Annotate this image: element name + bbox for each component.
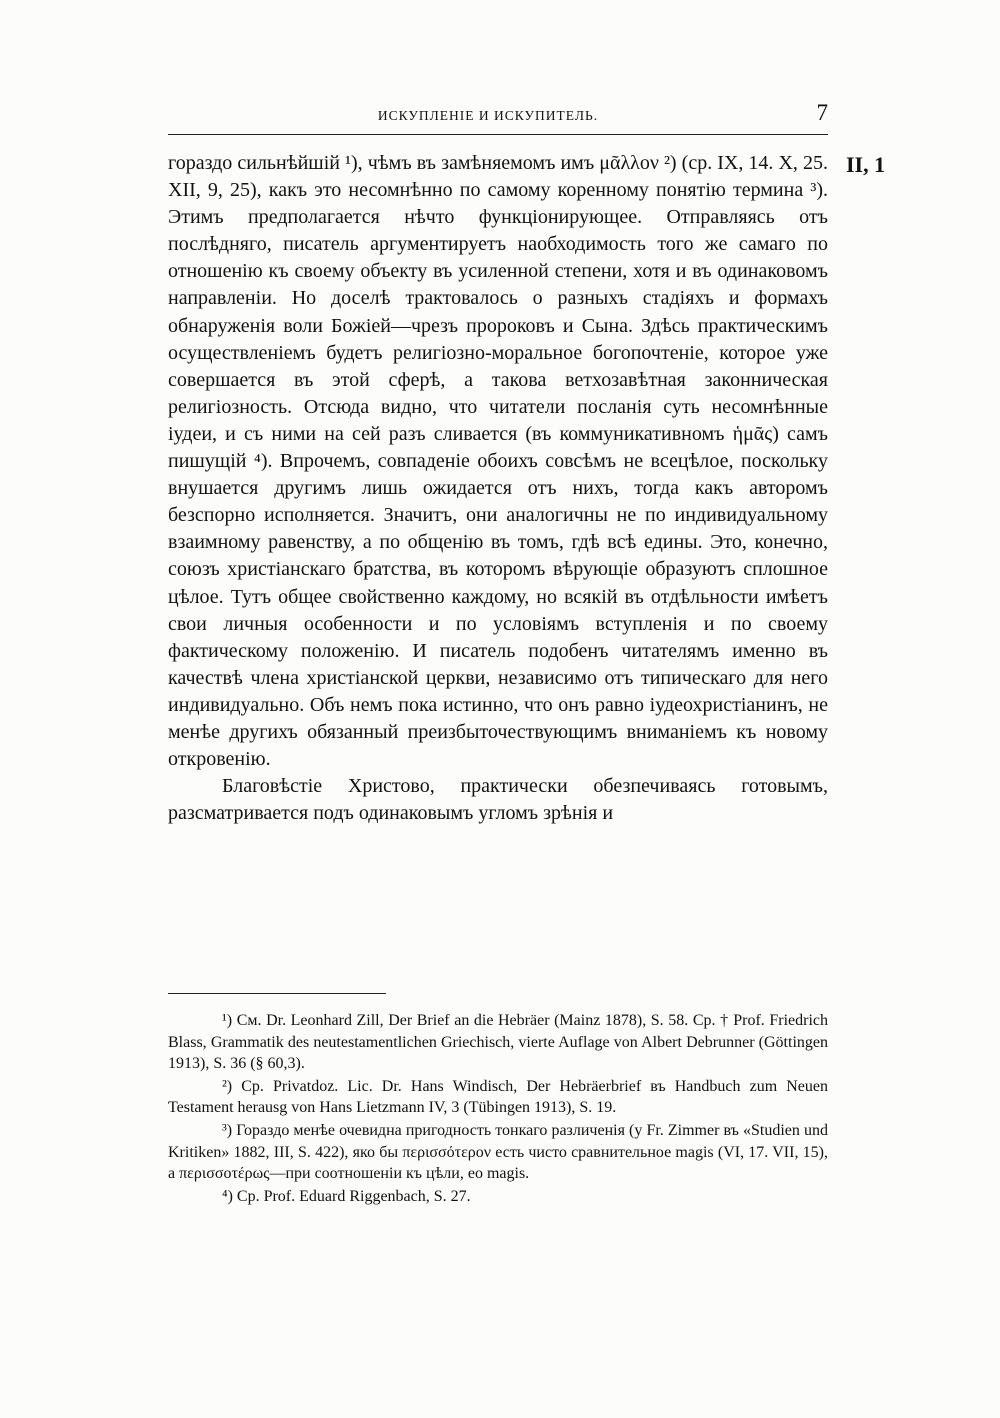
footnote-2: ²) Ср. Privatdoz. Lic. Dr. Hans Windisch, Der Hebräerbrief въ Handbuch zum Neuen Testament herausg von Hans Lietzmann IV, 3 (Tübingen 1913), S. 19.: [168, 1077, 828, 1117]
footnote-4: ⁴) Ср. Prof. Eduard Riggenbach, S. 27.: [222, 1187, 471, 1205]
page-number: 7: [816, 100, 828, 125]
footnotes: [168, 1010, 828, 1208]
footnote-rule: [168, 993, 386, 994]
main-text: [168, 150, 828, 827]
running-title: ИСКУПЛЕНІЕ И ИСКУПИТЕЛЬ.: [377, 108, 599, 123]
footnote-1: ¹) См. Dr. Leonhard Zill, Der Brief an die Hebräer (Mainz 1878), S. 58. Ср. † Prof. Friedrich Blass, Grammatik des neutestamentlichen Griechisch, vierte Auflage von Albert Debrunner (Göttingen 1913), S. 36 (§ 60,3).: [168, 1012, 828, 1073]
header-rule: [168, 134, 828, 135]
paragraph-2: Благовѣстіе Христово, практически обезпечиваясь готовымъ, разсматривается подъ одинаковымъ угломъ зрѣнія и: [168, 775, 828, 825]
footnote-3: ³) Гораздо менѣе очевидна пригодность тонкаго различенія (у Fr. Zimmer въ «Studien und Kritiken» 1882, III, S. 422), яко бы περισσότερον есть чисто сравнительное magis (VI, 17. VII, 15), а περισσοτέρως—при соотношеніи къ цѣли, ео magis.: [168, 1121, 828, 1183]
margin-mark: II, 1: [846, 152, 886, 177]
paragraph-1: гораздо сильнѣйшій ¹), чѣмъ въ замѣняемомъ имъ μᾶλλον ²) (ср. IX, 14. X, 25. XII, 9, 25), какъ это несомнѣнно по самому коренному понятію термина ³). Этимъ предполагается нѣчто функціонирующее. Отправляясь отъ послѣдняго, писатель аргументируетъ наобходимость того же самаго по отношенію къ своему объекту въ усиленной степени, хотя и въ одинаковомъ направленіи. Но доселѣ трактовалось о разныхъ стадіяхъ и формахъ обнаруженія воли Божіей—чрезъ пророковъ и Сына. Здѣсь практическимъ осуществленіемъ будетъ религіозно-моральное богопочтеніе, которое уже совершается въ этой сферѣ, а такова ветхозавѣтная законническая религіозность. Отсюда видно, что читатели посланія суть несомнѣнные іудеи, и съ ними на сей разъ сливается (въ коммуникативномъ ἡμᾶς) самъ пишущій ⁴). Впрочемъ, совпаденіе обоихъ совсѣмъ не всецѣлое, поскольку внушается другимъ лишь ожидается отъ нихъ, тогда какъ авторомъ безспорно исполняется. Значитъ, они аналогичны не по индивидуальному взаимному равенству, а по общенію въ томъ, гдѣ всѣ едины. Это, конечно, союзъ христіанскаго братства, въ которомъ вѣрующіе образуютъ сплошное цѣлое. Тутъ общее свойственно каждому, но всякій въ отдѣльности имѣетъ свои личныя особенности и по условіямъ вступленія и по своему фактическому положенію. И писатель подобенъ читателямъ именно въ качествѣ члена христіанской церкви, независимо отъ типическаго для него индивидуально. Объ немъ пока истинно, что онъ равно іудеохристіанинъ, не менѣе другихъ обязанный преизбыточествующимъ вниманіемъ къ новому откровенію.: [168, 152, 828, 771]
running-head: [168, 100, 828, 132]
